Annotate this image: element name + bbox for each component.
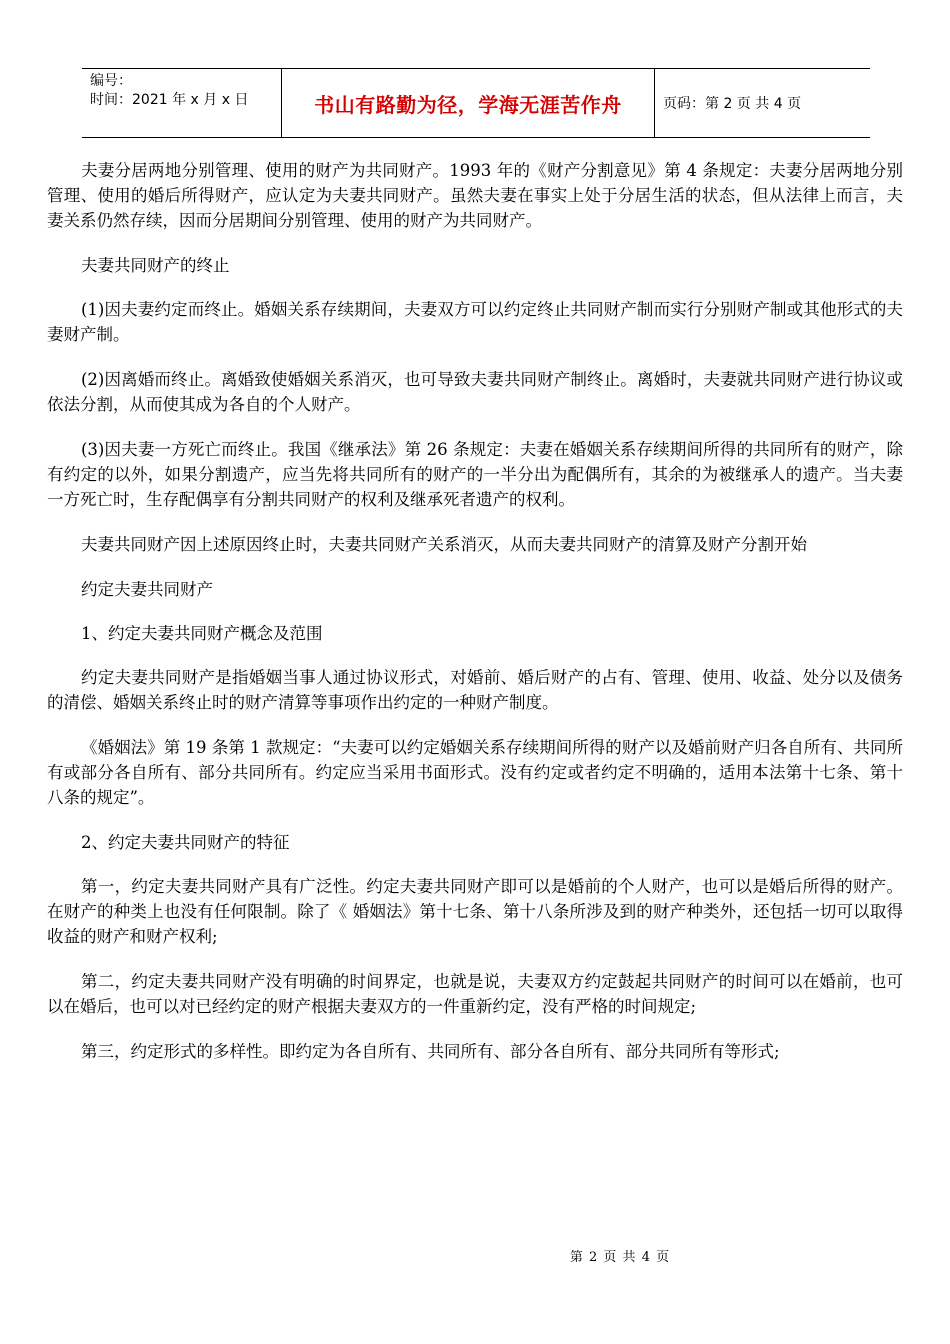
subsection-heading: 1、约定夫妻共同财产概念及范围 (81, 624, 323, 643)
paragraph: 第二，约定夫妻共同财产没有明确的时间界定，也就是说，夫妻双方约定鼓起共同财产的时间可以在婚前，也可以在婚后，也可以对已经约定的财产根据夫妻双方的一件重新约定，没有严格的时间规定; (47, 972, 903, 1016)
header-page-cell (655, 69, 870, 137)
header-motto-cell (282, 69, 655, 137)
paragraph: (2)因离婚而终止。离婚致使婚姻关系消灭，也可导致夫妻共同财产制终止。离婚时，夫妻就共同财产进行协议或依法分割，从而使其成为各自的个人财产。 (47, 370, 903, 414)
paragraph: (1)因夫妻约定而终止。婚姻关系存续期间，夫妻双方可以约定终止共同财产制而实行分别财产制或其他形式的夫妻财产制。 (47, 300, 903, 344)
section-heading: 夫妻共同财产的终止 (81, 256, 230, 275)
header-page-label: 页码：第 2 页 共 4 页 (663, 96, 802, 112)
document-header (82, 68, 870, 138)
paragraph: 约定夫妻共同财产是指婚姻当事人通过协议形式，对婚前、婚后财产的占有、管理、使用、收益、处分以及债务的清偿、婚姻关系终止时的财产清算等事项作出约定的一种财产制度。 (47, 668, 903, 712)
paragraph: 《婚姻法》第 19 条第 1 款规定：“夫妻可以约定婚姻关系存续期间所得的财产以及婚前财产归各自所有、共同所有或部分各自所有、部分共同所有。约定应当采用书面形式。没有约定或者约定不明确的，适用本法第十七条、第十八条的规定”。 (47, 738, 903, 807)
paragraph: 夫妻共同财产因上述原因终止时，夫妻共同财产关系消灭，从而夫妻共同财产的清算及财产分割开始 (81, 535, 807, 554)
document-body (47, 158, 903, 1084)
subsection-heading: 2、约定夫妻共同财产的特征 (81, 833, 290, 852)
number-label: 编号： (90, 73, 132, 89)
header-meta-cell (82, 69, 282, 137)
section-heading: 约定夫妻共同财产 (81, 580, 213, 599)
page-footer: 第 2 页 共 4 页 (569, 1250, 671, 1265)
paragraph: 夫妻分居两地分别管理、使用的财产为共同财产。1993 年的《财产分割意见》第 4 条规定：夫妻分居两地分别管理、使用的婚后所得财产，应认定为夫妻共同财产。虽然夫妻在事实上处于分居生活的状态，但从法律上而言，夫妻关系仍然存续，因而分居期间分别管理、使用的财产为共同财产。 (47, 161, 903, 230)
paragraph: 第三，约定形式的多样性。即约定为各自所有、共同所有、部分各自所有、部分共同所有等形式; (81, 1042, 780, 1061)
time-label: 时间：2021 年 x 月 x 日 (90, 92, 249, 108)
motto-text: 书山有路勤为径，学海无涯苦作舟 (314, 92, 622, 117)
paragraph: 第一，约定夫妻共同财产具有广泛性。约定夫妻共同财产即可以是婚前的个人财产，也可以是婚后所得的财产。在财产的种类上也没有任何限制。除了《 婚姻法》第十七条、第十八条所涉及到的财产种类外，还包括一切可以取得收益的财产和财产权利; (47, 877, 903, 946)
paragraph: (3)因夫妻一方死亡而终止。我国《继承法》第 26 条规定：夫妻在婚姻关系存续期间所得的共同所有的财产，除有约定的以外，如果分割遗产，应当先将共同所有的财产的一半分出为配偶所有，其余的为被继承人的遗产。当夫妻一方死亡时，生存配偶享有分割共同财产的权利及继承死者遗产的权利。 (47, 440, 903, 509)
